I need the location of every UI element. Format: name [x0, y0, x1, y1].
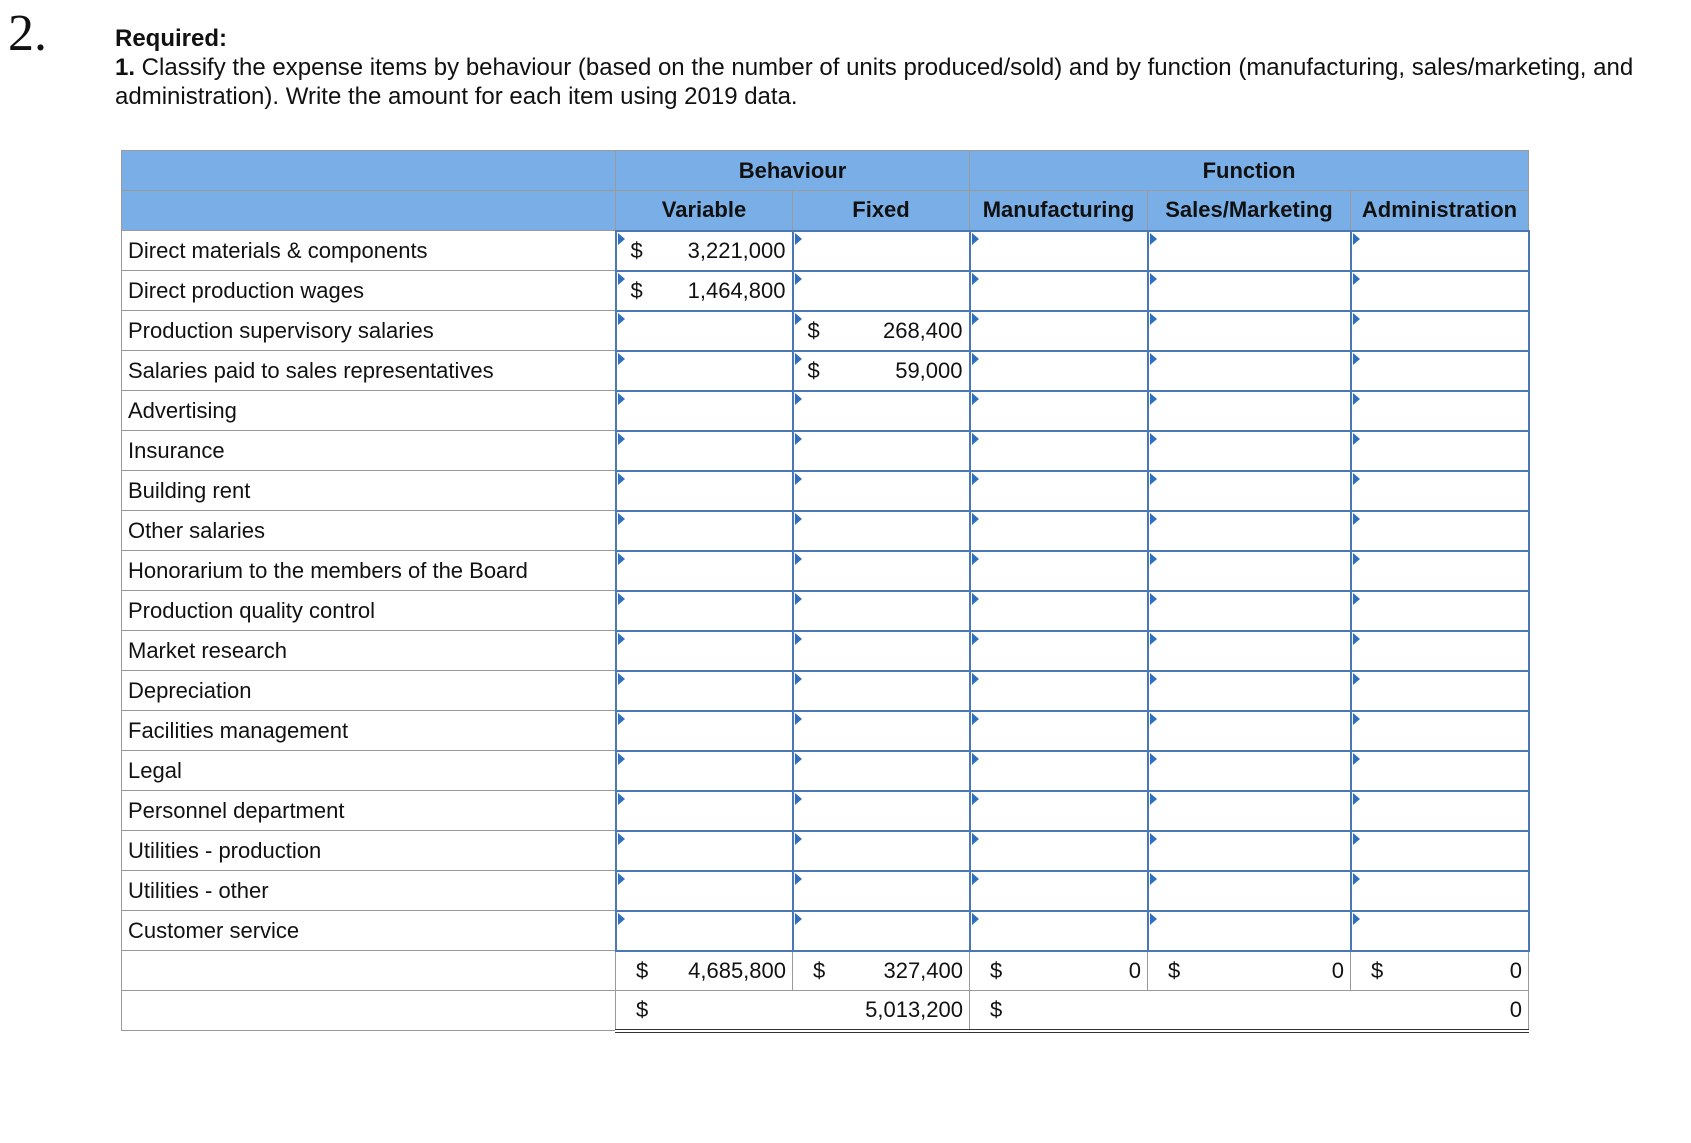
dropdown-marker-icon	[972, 513, 979, 525]
fixed-total-amount	[793, 958, 969, 984]
administration-input-cell[interactable]	[1351, 311, 1529, 351]
table-row	[122, 311, 1529, 351]
manufacturing-input-cell[interactable]	[970, 751, 1148, 791]
instruction-text	[115, 53, 1685, 111]
dropdown-marker-icon	[618, 473, 625, 485]
table-row	[122, 671, 1529, 711]
amount-value: 0	[1331, 957, 1344, 983]
blank-header-cell	[122, 151, 616, 191]
variable-input-cell[interactable]	[616, 231, 793, 271]
dropdown-marker-icon	[1150, 673, 1157, 685]
dropdown-marker-icon	[972, 913, 979, 925]
sales-marketing-input-cell[interactable]	[1148, 311, 1351, 351]
dropdown-marker-icon	[618, 793, 625, 805]
sales-marketing-input-cell[interactable]	[1148, 831, 1351, 871]
currency-symbol: $	[630, 277, 643, 303]
dropdown-marker-icon	[1353, 593, 1360, 605]
variable-input-cell[interactable]	[616, 751, 793, 791]
table-row	[122, 791, 1529, 831]
grand-totals-label-cell	[122, 991, 616, 1031]
manufacturing-input-cell[interactable]	[970, 831, 1148, 871]
fixed-input-cell[interactable]	[793, 551, 970, 591]
administration-input-cell[interactable]	[1351, 791, 1529, 831]
dropdown-marker-icon	[1353, 793, 1360, 805]
dropdown-marker-icon	[972, 833, 979, 845]
administration-input-cell[interactable]	[1351, 471, 1529, 511]
table-row	[122, 591, 1529, 631]
dropdown-marker-icon	[972, 873, 979, 885]
table-row	[122, 231, 1529, 271]
required-heading: Required:	[115, 25, 228, 52]
currency-symbol: $	[807, 317, 820, 343]
dropdown-marker-icon	[1150, 353, 1157, 365]
dropdown-marker-icon	[795, 233, 802, 245]
sales-marketing-input-cell[interactable]	[1148, 711, 1351, 751]
dropdown-marker-icon	[1150, 633, 1157, 645]
group-header-row	[122, 151, 1529, 191]
variable-input-cell[interactable]	[616, 271, 793, 311]
expense-item-label: Insurance	[122, 431, 616, 471]
instruction-number: 1.	[115, 54, 136, 81]
expense-item-label: Direct production wages	[122, 271, 616, 311]
dropdown-marker-icon	[618, 633, 625, 645]
dropdown-marker-icon	[972, 753, 979, 765]
administration-header: Administration	[1351, 191, 1529, 231]
dropdown-marker-icon	[618, 873, 625, 885]
expense-item-label: Personnel department	[122, 791, 616, 831]
manufacturing-total-cell	[970, 951, 1148, 991]
dropdown-marker-icon	[1150, 553, 1157, 565]
currency-symbol: $	[636, 996, 649, 1022]
currency-symbol: $	[807, 357, 820, 383]
currency-symbol: $	[813, 957, 826, 983]
dropdown-marker-icon	[618, 393, 625, 405]
administration-input-cell[interactable]	[1351, 511, 1529, 551]
dropdown-marker-icon	[1353, 313, 1360, 325]
administration-input-cell[interactable]	[1351, 831, 1529, 871]
sales-marketing-input-cell[interactable]	[1148, 471, 1351, 511]
manufacturing-input-cell[interactable]	[970, 391, 1148, 431]
amount-value: 4,685,800	[688, 957, 786, 983]
manufacturing-header: Manufacturing	[970, 191, 1148, 231]
sales-marketing-input-cell[interactable]	[1148, 871, 1351, 911]
variable-input-cell[interactable]	[616, 671, 793, 711]
sales-marketing-input-cell[interactable]	[1148, 591, 1351, 631]
amount-value: 0	[1128, 957, 1141, 983]
dropdown-marker-icon	[972, 673, 979, 685]
dropdown-marker-icon	[1150, 233, 1157, 245]
table-row	[122, 871, 1529, 911]
administration-total-cell	[1351, 951, 1529, 991]
expense-item-label: Market research	[122, 631, 616, 671]
table-row	[122, 831, 1529, 871]
expense-item-label: Utilities - other	[122, 871, 616, 911]
dropdown-marker-icon	[795, 873, 802, 885]
fixed-input-cell[interactable]	[793, 511, 970, 551]
dropdown-marker-icon	[972, 313, 979, 325]
dropdown-marker-icon	[795, 593, 802, 605]
dropdown-marker-icon	[795, 353, 802, 365]
dropdown-marker-icon	[618, 553, 625, 565]
manufacturing-input-cell[interactable]	[970, 871, 1148, 911]
fixed-header: Fixed	[793, 191, 970, 231]
table-row	[122, 911, 1529, 951]
manufacturing-input-cell[interactable]	[970, 671, 1148, 711]
dropdown-marker-icon	[1150, 713, 1157, 725]
dropdown-marker-icon	[972, 393, 979, 405]
dropdown-marker-icon	[795, 913, 802, 925]
dropdown-marker-icon	[1150, 913, 1157, 925]
currency-symbol: $	[990, 957, 1003, 983]
table-row	[122, 271, 1529, 311]
dropdown-marker-icon	[1353, 393, 1360, 405]
manufacturing-total-amount	[970, 958, 1147, 984]
fixed-input-cell[interactable]	[793, 431, 970, 471]
dropdown-marker-icon	[1150, 313, 1157, 325]
dropdown-marker-icon	[795, 833, 802, 845]
dropdown-marker-icon	[618, 713, 625, 725]
administration-input-cell[interactable]	[1351, 871, 1529, 911]
sales-marketing-input-cell[interactable]	[1148, 631, 1351, 671]
dropdown-marker-icon	[795, 713, 802, 725]
dropdown-marker-icon	[972, 593, 979, 605]
dropdown-marker-icon	[795, 273, 802, 285]
administration-input-cell[interactable]	[1351, 911, 1529, 951]
function-grand-total-amount	[970, 997, 1528, 1023]
sales-marketing-input-cell[interactable]	[1148, 231, 1351, 271]
variable-input-cell[interactable]	[616, 911, 793, 951]
dropdown-marker-icon	[1150, 753, 1157, 765]
fixed-input-cell[interactable]	[793, 351, 970, 391]
fixed-input-cell[interactable]	[793, 871, 970, 911]
sales-marketing-input-cell[interactable]	[1148, 271, 1351, 311]
function-header: Function	[970, 151, 1529, 191]
question-number: 2.	[8, 5, 47, 62]
manufacturing-input-cell[interactable]	[970, 911, 1148, 951]
expense-item-label: Building rent	[122, 471, 616, 511]
dropdown-marker-icon	[795, 513, 802, 525]
fixed-input-cell[interactable]	[793, 711, 970, 751]
variable-input-cell[interactable]	[616, 591, 793, 631]
dropdown-marker-icon	[795, 433, 802, 445]
table-row	[122, 711, 1529, 751]
expense-item-label: Production quality control	[122, 591, 616, 631]
totals-row	[122, 951, 1529, 991]
variable-input-cell[interactable]	[616, 831, 793, 871]
sales-marketing-input-cell[interactable]	[1148, 431, 1351, 471]
sales-marketing-input-cell[interactable]	[1148, 671, 1351, 711]
variable-input-cell[interactable]	[616, 631, 793, 671]
variable-input-cell[interactable]	[616, 391, 793, 431]
sales-marketing-total-amount	[1148, 958, 1350, 984]
column-header-row	[122, 191, 1529, 231]
fixed-input-cell[interactable]	[793, 271, 970, 311]
amount-value: 268,400	[882, 317, 963, 343]
table-row	[122, 391, 1529, 431]
manufacturing-input-cell[interactable]	[970, 271, 1148, 311]
table-row	[122, 471, 1529, 511]
dropdown-marker-icon	[795, 553, 802, 565]
behaviour-header: Behaviour	[616, 151, 970, 191]
dropdown-marker-icon	[1353, 433, 1360, 445]
manufacturing-input-cell[interactable]	[970, 231, 1148, 271]
manufacturing-input-cell[interactable]	[970, 631, 1148, 671]
expense-item-label: Other salaries	[122, 511, 616, 551]
fixed-input-cell[interactable]	[793, 751, 970, 791]
amount-value: 5,013,200	[865, 996, 963, 1022]
table-row	[122, 511, 1529, 551]
administration-input-cell[interactable]	[1351, 431, 1529, 471]
fixed-amount	[794, 318, 969, 344]
manufacturing-input-cell[interactable]	[970, 551, 1148, 591]
manufacturing-input-cell[interactable]	[970, 591, 1148, 631]
dropdown-marker-icon	[1353, 913, 1360, 925]
administration-input-cell[interactable]	[1351, 391, 1529, 431]
fixed-input-cell[interactable]	[793, 631, 970, 671]
dropdown-marker-icon	[1150, 513, 1157, 525]
dropdown-marker-icon	[618, 233, 625, 245]
variable-amount	[617, 278, 792, 304]
table-row	[122, 351, 1529, 391]
table-row	[122, 751, 1529, 791]
dropdown-marker-icon	[972, 713, 979, 725]
expense-item-label: Depreciation	[122, 671, 616, 711]
dropdown-marker-icon	[1150, 833, 1157, 845]
dropdown-marker-icon	[1353, 633, 1360, 645]
amount-value: 0	[1509, 996, 1522, 1022]
variable-input-cell[interactable]	[616, 871, 793, 911]
sales-marketing-input-cell[interactable]	[1148, 551, 1351, 591]
table-row	[122, 431, 1529, 471]
variable-input-cell[interactable]	[616, 431, 793, 471]
variable-input-cell[interactable]	[616, 551, 793, 591]
variable-total-cell	[616, 951, 793, 991]
expense-item-label: Customer service	[122, 911, 616, 951]
dropdown-marker-icon	[1150, 273, 1157, 285]
dropdown-marker-icon	[795, 313, 802, 325]
dropdown-marker-icon	[1353, 353, 1360, 365]
fixed-input-cell[interactable]	[793, 791, 970, 831]
dropdown-marker-icon	[1150, 433, 1157, 445]
sales-marketing-input-cell[interactable]	[1148, 351, 1351, 391]
dropdown-marker-icon	[972, 353, 979, 365]
manufacturing-input-cell[interactable]	[970, 711, 1148, 751]
fixed-input-cell[interactable]	[793, 671, 970, 711]
function-grand-total-cell	[970, 991, 1529, 1031]
expense-item-label: Advertising	[122, 391, 616, 431]
amount-value: 1,464,800	[687, 277, 786, 303]
fixed-input-cell[interactable]	[793, 391, 970, 431]
variable-input-cell[interactable]	[616, 351, 793, 391]
amount-value: 59,000	[895, 357, 963, 383]
instruction-body: Classify the expense items by behaviour (based on the number of units produced/sold) and by function (manufacturing, sales/marketing, and administration). Write the amount for each item using 2019 data.	[115, 54, 1634, 110]
table-row	[122, 631, 1529, 671]
dropdown-marker-icon	[1353, 513, 1360, 525]
dropdown-marker-icon	[618, 753, 625, 765]
dropdown-marker-icon	[795, 393, 802, 405]
dropdown-marker-icon	[618, 673, 625, 685]
manufacturing-input-cell[interactable]	[970, 351, 1148, 391]
fixed-input-cell[interactable]	[793, 231, 970, 271]
variable-total-amount	[616, 958, 792, 984]
expense-item-label: Facilities management	[122, 711, 616, 751]
currency-symbol: $	[1168, 957, 1181, 983]
sales-marketing-input-cell[interactable]	[1148, 751, 1351, 791]
dropdown-marker-icon	[1353, 553, 1360, 565]
dropdown-marker-icon	[972, 233, 979, 245]
variable-header: Variable	[616, 191, 793, 231]
variable-amount	[617, 238, 792, 264]
expense-classification-table	[121, 150, 1530, 1033]
dropdown-marker-icon	[618, 513, 625, 525]
dropdown-marker-icon	[1353, 753, 1360, 765]
grand-totals-row	[122, 991, 1529, 1031]
administration-input-cell[interactable]	[1351, 671, 1529, 711]
fixed-input-cell[interactable]	[793, 831, 970, 871]
fixed-input-cell[interactable]	[793, 471, 970, 511]
dropdown-marker-icon	[972, 553, 979, 565]
administration-total-amount	[1351, 958, 1528, 984]
expense-item-label: Direct materials & components	[122, 231, 616, 271]
dropdown-marker-icon	[795, 473, 802, 485]
dropdown-marker-icon	[972, 793, 979, 805]
administration-input-cell[interactable]	[1351, 711, 1529, 751]
dropdown-marker-icon	[1353, 233, 1360, 245]
totals-label-cell	[122, 951, 616, 991]
dropdown-marker-icon	[795, 753, 802, 765]
dropdown-marker-icon	[795, 793, 802, 805]
manufacturing-input-cell[interactable]	[970, 431, 1148, 471]
sales-marketing-input-cell[interactable]	[1148, 391, 1351, 431]
administration-input-cell[interactable]	[1351, 231, 1529, 271]
expense-item-label: Production supervisory salaries	[122, 311, 616, 351]
variable-input-cell[interactable]	[616, 311, 793, 351]
variable-input-cell[interactable]	[616, 711, 793, 751]
dropdown-marker-icon	[618, 833, 625, 845]
sales-marketing-input-cell[interactable]	[1148, 911, 1351, 951]
dropdown-marker-icon	[1353, 713, 1360, 725]
variable-input-cell[interactable]	[616, 791, 793, 831]
dropdown-marker-icon	[618, 433, 625, 445]
dropdown-marker-icon	[1353, 673, 1360, 685]
manufacturing-input-cell[interactable]	[970, 311, 1148, 351]
dropdown-marker-icon	[618, 593, 625, 605]
administration-input-cell[interactable]	[1351, 271, 1529, 311]
dropdown-marker-icon	[618, 273, 625, 285]
currency-symbol: $	[636, 957, 649, 983]
amount-value: 0	[1509, 957, 1522, 983]
table-row	[122, 551, 1529, 591]
amount-value: 3,221,000	[687, 237, 786, 263]
fixed-input-cell[interactable]	[793, 911, 970, 951]
variable-input-cell[interactable]	[616, 471, 793, 511]
variable-input-cell[interactable]	[616, 511, 793, 551]
fixed-input-cell[interactable]	[793, 311, 970, 351]
dropdown-marker-icon	[1353, 833, 1360, 845]
sales-marketing-header: Sales/Marketing	[1148, 191, 1351, 231]
fixed-amount	[794, 358, 969, 384]
dropdown-marker-icon	[618, 913, 625, 925]
dropdown-marker-icon	[1353, 873, 1360, 885]
dropdown-marker-icon	[1150, 473, 1157, 485]
manufacturing-input-cell[interactable]	[970, 471, 1148, 511]
dropdown-marker-icon	[1353, 273, 1360, 285]
amount-value: 327,400	[883, 957, 963, 983]
fixed-total-cell	[793, 951, 970, 991]
administration-input-cell[interactable]	[1351, 351, 1529, 391]
dropdown-marker-icon	[972, 633, 979, 645]
currency-symbol: $	[990, 996, 1003, 1022]
administration-input-cell[interactable]	[1351, 631, 1529, 671]
sales-marketing-input-cell[interactable]	[1148, 511, 1351, 551]
manufacturing-input-cell[interactable]	[970, 511, 1148, 551]
behaviour-grand-total-amount	[616, 997, 969, 1023]
dropdown-marker-icon	[1150, 593, 1157, 605]
dropdown-marker-icon	[972, 273, 979, 285]
expense-item-label: Salaries paid to sales representatives	[122, 351, 616, 391]
expense-item-label: Utilities - production	[122, 831, 616, 871]
dropdown-marker-icon	[795, 673, 802, 685]
behaviour-grand-total-cell	[616, 991, 970, 1031]
dropdown-marker-icon	[795, 633, 802, 645]
dropdown-marker-icon	[1150, 873, 1157, 885]
dropdown-marker-icon	[1150, 793, 1157, 805]
dropdown-marker-icon	[618, 313, 625, 325]
administration-input-cell[interactable]	[1351, 551, 1529, 591]
currency-symbol: $	[630, 237, 643, 263]
expense-item-label: Honorarium to the members of the Board	[122, 551, 616, 591]
blank-header-cell	[122, 191, 616, 231]
sales-marketing-total-cell	[1148, 951, 1351, 991]
dropdown-marker-icon	[972, 473, 979, 485]
manufacturing-input-cell[interactable]	[970, 791, 1148, 831]
administration-input-cell[interactable]	[1351, 591, 1529, 631]
sales-marketing-input-cell[interactable]	[1148, 791, 1351, 831]
administration-input-cell[interactable]	[1351, 751, 1529, 791]
fixed-input-cell[interactable]	[793, 591, 970, 631]
dropdown-marker-icon	[1150, 393, 1157, 405]
dropdown-marker-icon	[618, 353, 625, 365]
dropdown-marker-icon	[972, 433, 979, 445]
dropdown-marker-icon	[1353, 473, 1360, 485]
currency-symbol: $	[1371, 957, 1384, 983]
expense-item-label: Legal	[122, 751, 616, 791]
